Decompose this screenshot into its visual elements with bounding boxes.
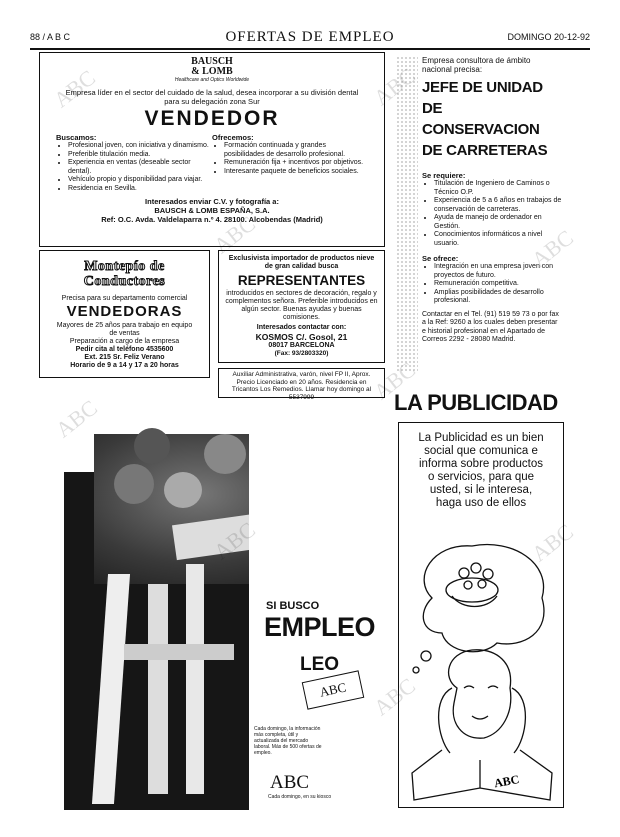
ofrece-title: Se ofrece:: [422, 254, 459, 263]
jefe-unidad-ad: [396, 56, 562, 372]
bausch-contact-line1: Interesados enviar C.V. y fotografía a:: [145, 197, 279, 206]
bausch-intro: Empresa líder en el sector del cuidado de la salud, desea incorporar a su división dental para su delegación zona Sur: [65, 88, 359, 106]
bausch-logo-sub: Healthcare and Optics Worldwide: [174, 77, 250, 83]
magazine-label: ABC: [492, 772, 521, 791]
decorative-dot-border: [396, 56, 418, 372]
abc-empleo-photo-ad: [64, 414, 384, 810]
buscamos-title: Buscamos:: [56, 133, 97, 142]
bausch-contact-address: Ref: O.C. Avda. Valdelaparra n.º 4. 28100. Alcobendas (Madrid): [101, 215, 323, 224]
bausch-logo: BAUSCH & LOMB: [191, 56, 233, 77]
montepio-line1: Precisa para su departamento comercial: [61, 295, 188, 302]
representantes-ad: [218, 250, 385, 363]
page-number: 88 / A B C: [30, 32, 71, 42]
leo-text: LEO: [300, 654, 340, 675]
abc-newspaper-icon: ABC: [302, 670, 365, 709]
small-classified-ad: Auxiliar Administrativa, varón, nivel FP II, Aprox. Precio Licenciado en 20 años. Residencia en Tricantos Los Remedios. Llamar hoy domingo al 5537999: [218, 368, 385, 398]
page-header: [30, 30, 590, 50]
reading-woman-illustration: [402, 538, 562, 804]
montepio-job-title: VENDEDORAS: [66, 303, 183, 320]
jefe-footer: Contactar en el Tel. (91) 519 59 73 o por fax a la Ref: 9260 a los cuales deben presentar e historial profesional en el Apartado de Correos 2292 - 28080 Madrid.: [422, 310, 559, 343]
list-item: • Ayuda de manejo de ordenador en Gestión.: [434, 214, 562, 231]
abc-watermark: ABC: [368, 62, 420, 111]
requiere-list: [422, 180, 562, 248]
publicidad-text: La Publicidad es un bien social que comunica e informa sobre productos o servicios, para que usted, si le interesa, haga uso de ellos: [418, 432, 544, 509]
representantes-contact: Interesados contactar con:: [256, 324, 347, 331]
abc-brand-logo: ABC: [270, 772, 310, 793]
requiere-title: Se requiere:: [422, 171, 466, 180]
empleo-small-text: Cada domingo, la información más completa, útil y actualizada del mercado laboral. Más de 500 ofertas de empleo.: [254, 726, 322, 756]
jefe-title: JEFE DE UNIDAD DE CONSERVACION DE CARRETERAS: [422, 79, 548, 159]
ofrecemos-title: Ofrecemos:: [212, 133, 254, 142]
bausch-contact-company: BAUSCH & LOMB ESPAÑA, S.A.: [154, 206, 270, 215]
montepio-hours: Horario de 9 a 14 y 17 a 20 horas: [70, 362, 179, 369]
list-item: • Interesante paquete de beneficios sociales.: [224, 168, 368, 177]
ofrece-list: [422, 263, 562, 306]
list-item: • Preferible titulación media.: [68, 151, 212, 160]
representantes-intro: Exclusivista importador de productos nieve de gran calidad busca: [228, 255, 375, 270]
ofrecemos-list: [212, 142, 368, 176]
list-item: • Amplias posibilidades de desarrollo profesional.: [434, 289, 562, 306]
list-item: • Experiencia de 5 a 6 años en trabajos de conservación de carreteras.: [434, 197, 562, 214]
abc-brand-sub: Cada domingo, en su kiosco: [268, 794, 332, 800]
buscamos-list: [56, 142, 212, 193]
list-item: • Integración en una empresa joven con proyectos de futuro.: [434, 263, 562, 280]
montepio-requirements: Mayores de 25 años para trabajo en equipo de ventas: [56, 322, 193, 337]
representantes-company: KOSMOS C/. Gosol, 21: [255, 332, 348, 342]
list-item: • Profesional joven, con iniciativa y dinamismo.: [68, 142, 212, 151]
montepio-ext: Ext. 215 Sr. Feliz Verano: [84, 354, 165, 361]
abc-watermark: ABC: [48, 64, 100, 113]
bausch-lomb-ad: [39, 52, 385, 247]
abc-watermark: ABC: [208, 210, 260, 259]
page-date: DOMINGO 20-12-92: [507, 32, 590, 42]
representantes-fax: (Fax: 93/2803320): [274, 350, 329, 357]
representantes-body: introducidos en sectores de decoración, regalo y complementos señora. Preferible introducidos en algún sector. Buenas ayudas y buenas comisiones.: [225, 290, 378, 321]
list-item: • Titulación de Ingeniero de Caminos o Técnico O.P.: [434, 180, 562, 197]
jefe-intro: Empresa consultora de ámbito nacional precisa:: [422, 56, 531, 74]
representantes-city: 08017 BARCELONA: [268, 342, 335, 349]
montepio-training: Preparación a cargo de la empresa: [69, 338, 180, 345]
list-item: • Formación continuada y grandes posibilidades de desarrollo profesional.: [224, 142, 368, 159]
representantes-title: REPRESENTANTES: [237, 273, 366, 288]
si-busco-text: SI BUSCO: [266, 600, 320, 612]
abc-watermark: ABC: [526, 518, 578, 567]
abc-watermark: ABC: [368, 672, 420, 721]
list-item: • Remuneración competitiva.: [434, 280, 562, 289]
list-item: • Residencia en Sevilla.: [68, 185, 212, 194]
publicidad-title: LA PUBLICIDAD: [394, 390, 558, 415]
list-item: • Experiencia en ventas (deseable sector dental).: [68, 159, 212, 176]
la-publicidad-ad: [394, 390, 566, 810]
section-title: OFERTAS DE EMPLEO: [225, 29, 395, 45]
empleo-text: EMPLEO: [264, 612, 376, 642]
bausch-job-title: VENDEDOR: [144, 107, 280, 130]
montepio-ad: [39, 250, 210, 378]
abc-watermark: ABC: [368, 356, 420, 405]
list-item: • Remuneración fija + incentivos por objetivos.: [224, 159, 368, 168]
montepio-logo: Montepío de Conductores: [83, 259, 166, 289]
abc-watermark: ABC: [526, 224, 578, 273]
montepio-phone: Pedir cita al teléfono 4535600: [75, 346, 174, 353]
list-item: • Vehículo propio y disponibilidad para viajar.: [68, 176, 212, 185]
list-item: • Conocimientos informáticos a nivel usuario.: [434, 231, 562, 248]
